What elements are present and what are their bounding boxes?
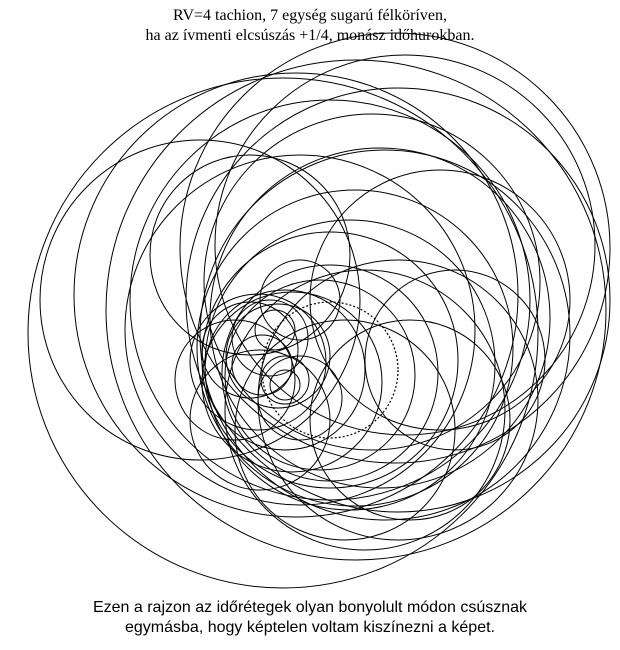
caption-line-2: egymásba, hogy képtelen voltam kiszínezni a képet. [125,619,495,636]
title-line-2: ha az ívmenti elcsúszás +1/4, monász időhurokban. [145,27,475,44]
caption-line-1: Ezen a rajzon az időrétegek olyan bonyolult módon csúsznak [92,599,528,616]
time-loop-circle [40,140,360,460]
time-loop-circle [210,148,550,488]
time-loop-circle [261,356,309,404]
time-loop-circle [202,302,298,398]
time-loop-circle [255,310,295,350]
diagram-caption [0,598,620,638]
time-loop-circle [180,33,610,463]
title-line-1: RV=4 tachion, 7 egység sugarú félköríven, [173,7,447,24]
time-loop-circle [204,114,540,450]
